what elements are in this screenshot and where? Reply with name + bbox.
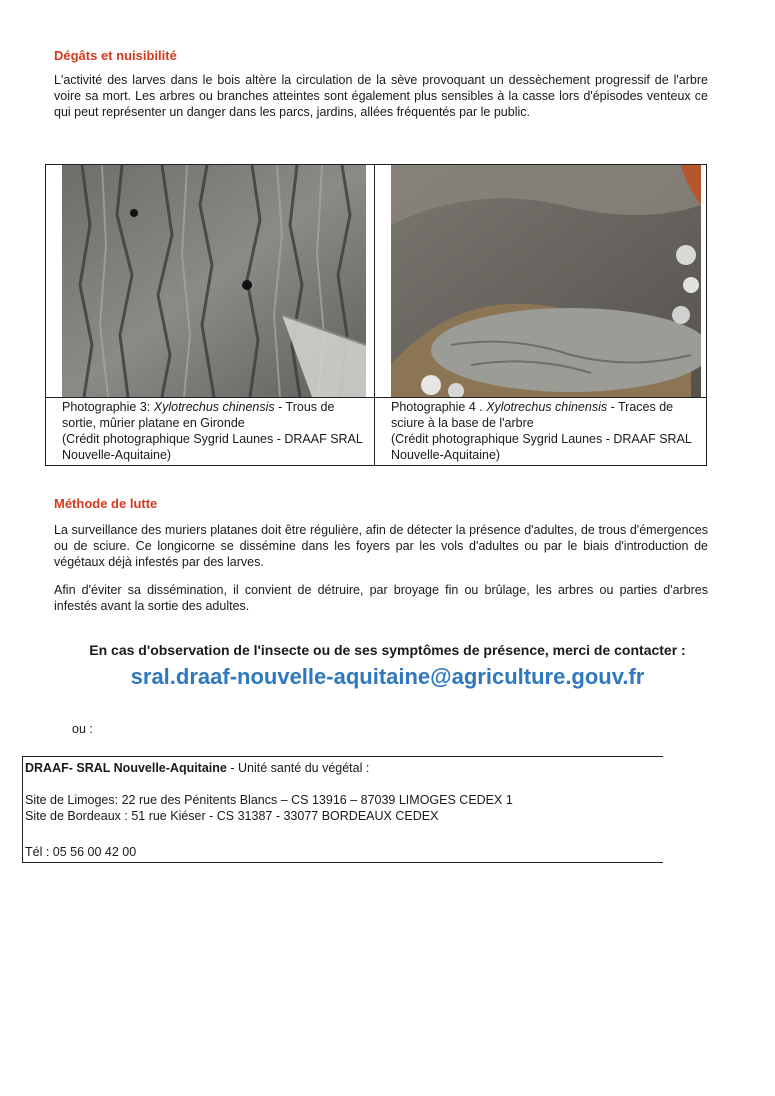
contact-call-to-action: En cas d'observation de l'insecte ou de ses symptômes de présence, merci de contacter : bbox=[89, 642, 686, 658]
damage-paragraph: L'activité des larves dans le bois altère la circulation de la sève provoquant un dessèchement progressif de l'arbre voire sa mort. Les arbres ou branches atteintes sont également plus sensibles à la casse lors d'épisodes venteux ce qui peut représenter un danger dans les parcs, jardins, allées fréquentés par le public. bbox=[54, 73, 708, 119]
contact-site-limoges: Site de Limoges: 22 rue des Pénitents Blancs – CS 13916 – 87039 LIMOGES CEDEX 1 bbox=[25, 793, 513, 807]
contact-email-link[interactable]: sral.draaf-nouvelle-aquitaine@agriculture.gouv.fr bbox=[130, 664, 645, 689]
species-name: Xylotrechus chinensis bbox=[153, 400, 275, 414]
contact-site-bordeaux: Site de Bordeaux : 51 rue Kiéser - CS 31387 - 33077 BORDEAUX CEDEX bbox=[25, 809, 439, 823]
photo-sawdust-base bbox=[391, 165, 701, 397]
caption-prefix: Photographie 3: bbox=[62, 400, 154, 414]
section-title-damage: Dégâts et nuisibilité bbox=[54, 48, 177, 63]
section-title-control: Méthode de lutte bbox=[54, 496, 158, 511]
control-paragraph-2: Afin d'éviter sa dissémination, il convient de détruire, par broyage fin ou brûlage, les arbres ou parties d'arbres infestés avant la sortie des adultes. bbox=[54, 583, 708, 613]
caption-text: - Traces de sciure à la base de l'arbre bbox=[391, 400, 674, 430]
contact-box bbox=[22, 756, 663, 863]
photo-bark-exit-holes bbox=[62, 165, 366, 397]
photo-3-caption bbox=[62, 399, 368, 463]
photo-4-caption bbox=[391, 399, 701, 463]
photo-table bbox=[45, 164, 707, 466]
contact-phone: Tél : 05 56 00 42 00 bbox=[25, 845, 137, 859]
or-label: ou : bbox=[72, 722, 93, 736]
control-paragraph-1: La surveillance des muriers platanes doit être régulière, afin de détecter la présence d'adultes, de trous d'émergences ou de sciure. Ce longicorne se dissémine dans les foyers par les vols d'adultes ou par le biais d'introduction de végétaux déjà infestés par des larves. bbox=[54, 523, 708, 569]
contact-organization bbox=[25, 761, 369, 775]
photo-credit: (Crédit photographique Sygrid Launes - DRAAF SRAL Nouvelle-Aquitaine) bbox=[62, 432, 363, 462]
organization-name: DRAAF- SRAL Nouvelle-Aquitaine bbox=[25, 761, 227, 775]
photo-cell-4 bbox=[375, 165, 706, 465]
photo-credit: (Crédit photographique Sygrid Launes - DRAAF SRAL Nouvelle-Aquitaine) bbox=[391, 432, 692, 462]
caption-text: - Trous de sortie, mûrier platane en Gironde bbox=[62, 400, 335, 430]
caption-prefix: Photographie 4 . bbox=[391, 400, 487, 414]
organization-unit: - Unité santé du végétal : bbox=[226, 761, 370, 775]
species-name: Xylotrechus chinensis bbox=[486, 400, 608, 414]
photo-cell-3 bbox=[46, 165, 375, 465]
